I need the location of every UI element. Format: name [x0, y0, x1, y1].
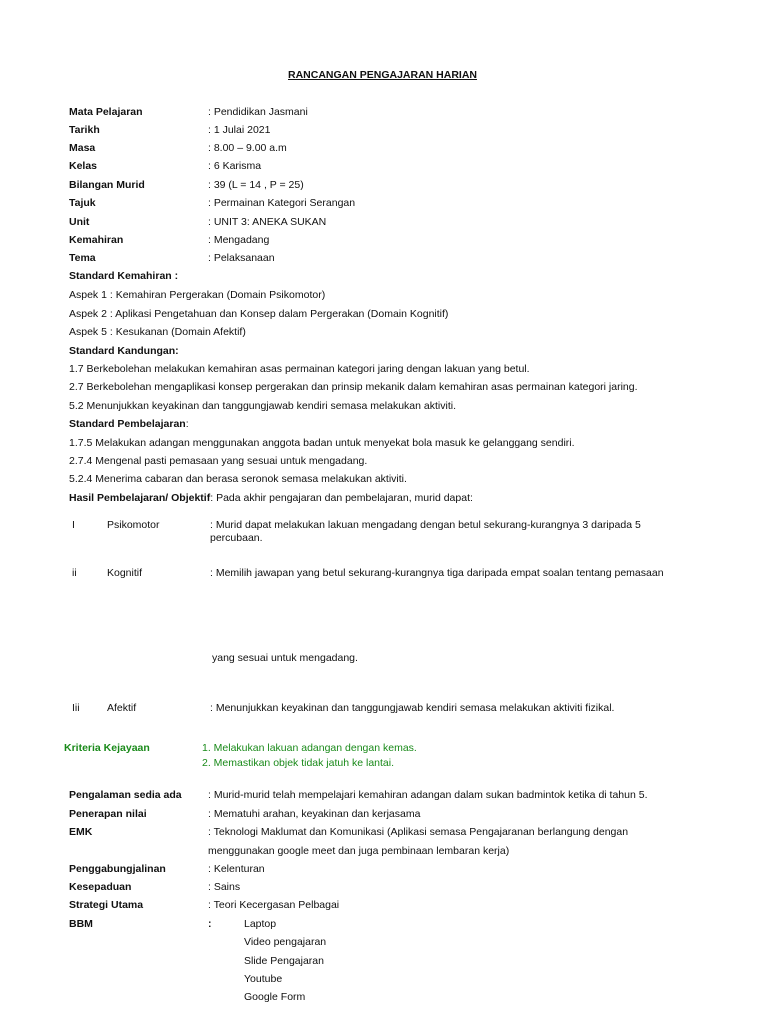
bbm-item: Youtube	[244, 973, 283, 985]
objective-text: : Menunjukkan keyakinan dan tanggungjawab kendiri semasa melakukan aktiviti fizikal.	[210, 702, 615, 714]
standard-pembelajaran-heading-row	[69, 418, 189, 431]
standard-kemahiran-item: Aspek 5 : Kesukanan (Domain Afektif)	[69, 326, 246, 338]
detail-label: EMK	[69, 826, 93, 838]
objective-number: I	[72, 519, 75, 531]
info-label: Tajuk	[69, 197, 96, 209]
objective-domain: Afektif	[107, 702, 137, 714]
detail-label: Penerapan nilai	[69, 808, 147, 820]
info-label: Mata Pelajaran	[69, 106, 143, 118]
standard-pembelajaran-heading: Standard Pembelajaran	[69, 418, 186, 430]
objective-text: : Memilih jawapan yang betul sekurang-kurangnya tiga daripada empat soalan tentang pemasaan	[210, 567, 664, 579]
info-value: : Permainan Kategori Serangan	[208, 197, 356, 209]
objective-text-continued: yang sesuai untuk mengadang.	[212, 652, 358, 664]
kriteria-label: Kriteria Kejayaan	[64, 742, 150, 754]
detail-value: : Murid-murid telah mempelajari kemahiran adangan dalam sukan badmintok ketika di tahun 5.	[208, 789, 648, 801]
info-label: Bilangan Murid	[69, 179, 145, 191]
objective-domain: Psikomotor	[107, 519, 160, 531]
standard-kandungan-heading: Standard Kandungan:	[69, 345, 179, 357]
standard-kandungan-item: 1.7 Berkebolehan melakukan kemahiran asas permainan kategori jaring dengan lakuan yang betul.	[69, 363, 530, 375]
info-value: : 6 Karisma	[208, 160, 262, 172]
detail-value: : Kelenturan	[208, 863, 265, 875]
bbm-item: Video pengajaran	[244, 936, 327, 948]
detail-label: Penggabungjalinan	[69, 863, 166, 875]
detail-value: : Sains	[208, 881, 241, 893]
info-label: Tarikh	[69, 124, 100, 136]
info-value: : Mengadang	[208, 234, 270, 246]
bbm-colon: :	[208, 918, 212, 930]
page-title: RANCANGAN PENGAJARAN HARIAN	[288, 69, 478, 81]
bbm-item: Google Form	[244, 991, 306, 1003]
objective-text: : Murid dapat melakukan lakuan mengadang dengan betul sekurang-kurangnya 3 daripada 5 percubaan.	[210, 519, 641, 544]
objective-number: Iii	[72, 702, 80, 714]
info-value: : 8.00 – 9.00 a.m	[208, 142, 287, 154]
hasil-row	[69, 492, 473, 505]
detail-label: Pengalaman sedia ada	[69, 789, 182, 801]
standard-kemahiran-item: Aspek 1 : Kemahiran Pergerakan (Domain Psikomotor)	[69, 289, 326, 301]
info-label: Tema	[69, 252, 96, 264]
bbm-item: Slide Pengajaran	[244, 955, 324, 967]
hasil-heading: Hasil Pembelajaran/ Objektif	[69, 492, 211, 504]
info-label: Kelas	[69, 160, 98, 172]
bbm-label: BBM	[69, 918, 93, 930]
detail-value: : Teknologi Maklumat dan Komunikasi (Aplikasi semasa Pengajaranan berlangung dengan	[208, 826, 629, 838]
standard-kandungan-item: 2.7 Berkebolehan mengaplikasi konsep pergerakan dan prinsip mekanik dalam kemahiran asas permainan kategori jaring.	[69, 381, 638, 393]
detail-value: : Mematuhi arahan, keyakinan dan kerjasama	[208, 808, 421, 820]
info-value: : 39 (L = 14 , P = 25)	[208, 179, 304, 191]
standard-pembelajaran-item: 1.7.5 Melakukan adangan menggunakan anggota badan untuk menyekat bola masuk ke gelanggang sendiri.	[69, 437, 575, 449]
info-value: : 1 Julai 2021	[208, 124, 271, 136]
standard-pembelajaran-item: 5.2.4 Menerima cabaran dan berasa seronok semasa melakukan aktiviti.	[69, 473, 407, 485]
standard-pembelajaran-item: 2.7.4 Mengenal pasti pemasaan yang sesuai untuk mengadang.	[69, 455, 368, 467]
info-label: Unit	[69, 216, 90, 228]
info-value: : Pendidikan Jasmani	[208, 106, 308, 118]
standard-kandungan-item: 5.2 Menunjukkan keyakinan dan tanggungjawab kendiri semasa melakukan aktiviti.	[69, 400, 456, 412]
kriteria-item: 1. Melakukan lakuan adangan dengan kemas.	[202, 742, 417, 754]
detail-value: : Teori Kecergasan Pelbagai	[208, 899, 340, 911]
bbm-item: Laptop	[244, 918, 277, 930]
objective-number: ii	[72, 567, 77, 579]
info-label: Masa	[69, 142, 96, 154]
info-label: Kemahiran	[69, 234, 124, 246]
standard-kemahiran-heading: Standard Kemahiran :	[69, 270, 179, 282]
detail-label: Strategi Utama	[69, 899, 144, 911]
heading-colon: :	[185, 418, 189, 430]
objective-domain: Kognitif	[107, 567, 143, 579]
kriteria-item: 2. Memastikan objek tidak jatuh ke lantai.	[202, 757, 395, 769]
info-value: : Pelaksanaan	[208, 252, 275, 264]
detail-value-continued: menggunakan google meet dan juga pembinaan lembaran kerja)	[208, 845, 510, 857]
hasil-text: : Pada akhir pengajaran dan pembelajaran, murid dapat:	[210, 492, 473, 504]
detail-label: Kesepaduan	[69, 881, 132, 893]
standard-kemahiran-item: Aspek 2 : Aplikasi Pengetahuan dan Konsep dalam Pergerakan (Domain Kognitif)	[69, 308, 449, 320]
info-value: : UNIT 3: ANEKA SUKAN	[208, 216, 327, 228]
